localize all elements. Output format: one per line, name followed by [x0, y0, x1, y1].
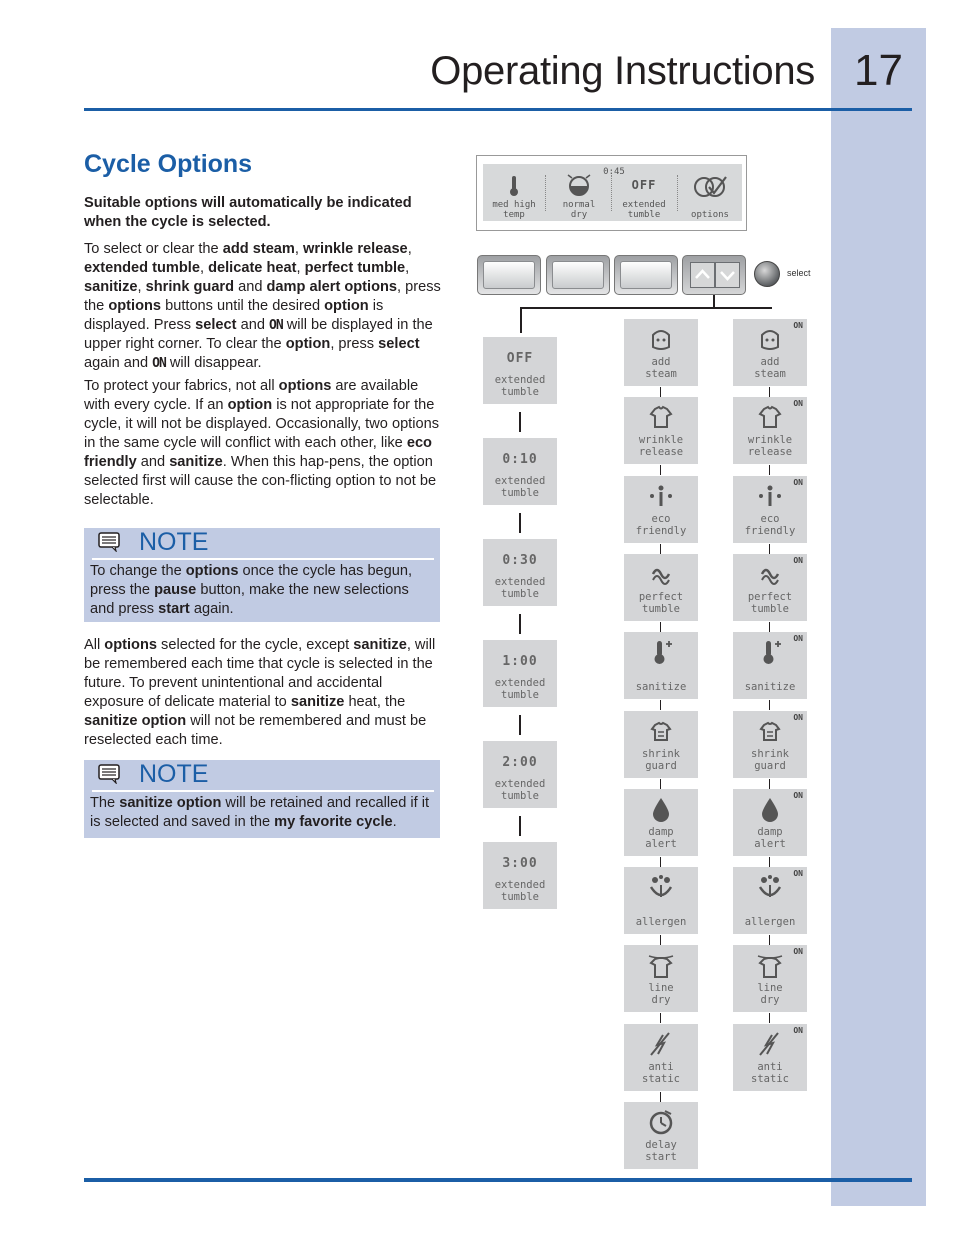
text-run: All [84, 637, 105, 653]
footer-rule [84, 1178, 912, 1182]
connector-line [660, 1013, 661, 1023]
bold-term: options [278, 378, 332, 394]
tile-label: sanitize [635, 680, 687, 693]
connector-line [520, 307, 772, 309]
shirt-icon [756, 403, 784, 431]
thermometer-icon [505, 175, 523, 197]
connector-line [660, 779, 661, 789]
tile-label: eco friendly [744, 513, 796, 537]
text-run: once the cycle has begun, press the [90, 563, 413, 598]
tile-label: extended tumble [494, 374, 546, 398]
option-tile [624, 319, 698, 386]
bold-term: extended tumble [84, 260, 200, 276]
on-badge: ON [793, 947, 803, 956]
options-check-icon [692, 175, 728, 199]
text-run: and [236, 317, 269, 333]
tile-label: shrink guard [751, 748, 789, 772]
bold-term: eco friendly [84, 435, 432, 470]
display-tumble-value: OFF [631, 178, 657, 192]
connector-line [660, 1092, 661, 1102]
option-tile [733, 632, 807, 699]
allergen-icon [756, 873, 784, 901]
note-header [92, 760, 434, 792]
bold-term: shrink guard [145, 279, 235, 295]
connector-line [660, 935, 661, 945]
tile-label: shrink guard [642, 748, 680, 772]
line-dry-icon [756, 951, 784, 979]
connector-line [769, 465, 770, 475]
bold-term: sanitize [353, 637, 407, 653]
text-run: , press the [84, 279, 441, 314]
option-tile [733, 789, 807, 856]
tumble-duration-value: 2:00 [502, 755, 538, 770]
extended-tumble-tile [483, 337, 557, 404]
connector-line [660, 465, 661, 475]
note-header [92, 528, 434, 560]
display-time: 0:45 [603, 167, 625, 177]
text-run: again and [84, 355, 153, 371]
text-run: and [136, 454, 170, 470]
on-indicator-glyph: ON [152, 356, 166, 371]
tile-label: perfect tumble [747, 591, 793, 615]
display-label-dry: normal dry [562, 200, 596, 220]
on-badge: ON [793, 321, 803, 330]
text-run: , [294, 241, 304, 257]
connector-line [660, 857, 661, 867]
on-badge: ON [793, 1026, 803, 1035]
lead-paragraph: Suitable options will automatically be indicated when the cycle is selected. [84, 195, 412, 230]
control-button-3[interactable] [614, 255, 678, 295]
tile-label: perfect tumble [638, 591, 684, 615]
shirt-icon [647, 403, 675, 431]
tumble-duration-value: 1:00 [502, 654, 538, 669]
eco-friendly-icon [756, 482, 784, 510]
text-run: , [199, 260, 209, 276]
sanitize-icon [756, 638, 784, 666]
option-tile [733, 319, 807, 386]
note-body [90, 794, 434, 832]
select-knob[interactable] [754, 261, 780, 287]
chevron-up-icon [691, 263, 714, 287]
bold-term: delicate heat [208, 260, 297, 276]
anti-static-icon [756, 1030, 784, 1058]
extended-tumble-tile [483, 640, 557, 707]
options-up-button[interactable] [690, 262, 715, 288]
display-divider [611, 175, 613, 211]
bold-term: sanitize option [84, 713, 187, 729]
option-tile [733, 476, 807, 543]
tumble-icon [756, 560, 784, 588]
bold-term: sanitize [84, 279, 138, 295]
display-label-options: options [691, 210, 729, 220]
bold-term: wrinkle release [303, 241, 408, 257]
tumble-duration-value: 0:10 [502, 452, 538, 467]
bold-term: options [104, 637, 157, 653]
note-icon [98, 532, 122, 552]
text-run: . When this hap-pens, the option selected first will cause the con-flicting option to not be selectable. [84, 454, 437, 508]
bold-term: start [158, 601, 190, 617]
tile-label: line dry [757, 982, 783, 1006]
tile-label: wrinkle release [638, 434, 684, 458]
shrink-guard-icon [647, 717, 675, 745]
tile-label: wrinkle release [747, 434, 793, 458]
tile-label: damp alert [645, 826, 677, 850]
option-tile [624, 1024, 698, 1091]
text-run: is not appropriate for the cycle, it will not be displayed. Occasionally, two options in the same cycle will conflict with each other, like [84, 397, 440, 451]
on-badge: ON [793, 869, 803, 878]
text-run: heat, the [344, 694, 406, 710]
note-body [90, 562, 434, 619]
droplet-icon [647, 795, 675, 823]
option-tile [624, 1102, 698, 1169]
text-run: buttons until the desired [161, 298, 325, 314]
normal-dry-icon [566, 173, 592, 197]
page-sidebar [831, 28, 926, 1206]
connector-line [519, 816, 521, 836]
extended-tumble-tile [483, 741, 557, 808]
connector-line [769, 935, 770, 945]
extended-tumble-tile [483, 842, 557, 909]
option-tile [624, 789, 698, 856]
tile-label: add steam [645, 356, 677, 380]
connector-line [519, 614, 521, 634]
control-button-2[interactable] [546, 255, 610, 295]
text-run: To select or clear the [84, 241, 223, 257]
bold-term: sanitize [290, 694, 345, 710]
clock-icon [647, 1108, 675, 1136]
tile-label: anti static [642, 1061, 680, 1085]
bold-term: select [378, 336, 420, 352]
tile-label: extended tumble [494, 576, 546, 600]
bold-term: perfect tumble [304, 260, 406, 276]
connector-line [519, 715, 521, 735]
tile-label: line dry [648, 982, 674, 1006]
connector-line [660, 622, 661, 632]
tumble-duration-value: 0:30 [502, 553, 538, 568]
eco-friendly-icon [647, 482, 675, 510]
text-run: To protect your fabrics, not all [84, 378, 279, 394]
note-box-sanitize [84, 760, 440, 838]
bold-term: my favorite cycle [274, 814, 393, 830]
steam-icon [647, 325, 675, 353]
text-run: , [296, 260, 305, 276]
select-label: select [787, 268, 811, 278]
text-run: will not be remembered and must be reselected each time. [84, 713, 427, 748]
bold-term: option [227, 397, 273, 413]
option-tile [624, 945, 698, 1012]
connector-line [660, 700, 661, 710]
tile-label: add steam [754, 356, 786, 380]
page-number: 17 [854, 46, 903, 95]
text-run: , [137, 279, 146, 295]
note-title: NOTE [139, 528, 209, 556]
connector-line [769, 544, 770, 554]
option-tile [733, 867, 807, 934]
connector-line [769, 622, 770, 632]
connector-line [769, 387, 770, 397]
page-title: Operating Instructions [430, 49, 815, 93]
text-run: will be retained and recalled if it is selected and saved in the [90, 795, 430, 830]
tile-label: delay start [645, 1139, 677, 1163]
tile-label: extended tumble [494, 778, 546, 802]
tile-label: allergen [744, 915, 796, 928]
paragraph-protect-fabrics [84, 377, 444, 510]
text-run: , press [330, 336, 379, 352]
tumble-duration-value: OFF [506, 351, 534, 366]
text-run: . [392, 814, 397, 830]
allergen-icon [647, 873, 675, 901]
options-down-button[interactable] [715, 262, 740, 288]
on-indicator-glyph: ON [269, 318, 283, 333]
droplet-icon [756, 795, 784, 823]
bold-term: sanitize [169, 454, 223, 470]
text-run: will disappear. [165, 355, 262, 371]
tile-label: damp alert [754, 826, 786, 850]
option-tile [733, 397, 807, 464]
option-tile [733, 554, 807, 621]
paragraph-select-options [84, 240, 444, 373]
text-run: , [407, 241, 412, 257]
option-tile [733, 945, 807, 1012]
text-run: The [90, 795, 120, 811]
section-heading: Cycle Options [84, 150, 253, 178]
text-run: is displayed. Press [84, 298, 384, 333]
text-run: , will be remembered each time that cycle is selected in the future. To prevent unintentional and accidental exposure of delicate material to [84, 637, 436, 710]
connector-line [769, 700, 770, 710]
on-badge: ON [793, 713, 803, 722]
on-badge: ON [793, 478, 803, 487]
text-run: button, make the new selections and press [90, 582, 409, 617]
connector-line [713, 295, 715, 308]
bold-term: pause [154, 582, 197, 598]
display-divider [545, 175, 547, 211]
option-tile [624, 476, 698, 543]
option-tile [624, 397, 698, 464]
connector-line [769, 857, 770, 867]
on-badge: ON [793, 556, 803, 565]
display-divider [677, 175, 679, 211]
note-box-pause [84, 528, 440, 622]
option-tile [624, 711, 698, 778]
note-icon [98, 764, 122, 784]
text-run: are available with every cycle. If an [84, 378, 419, 413]
paragraph-remembered-options [84, 636, 444, 750]
tumble-duration-value: 3:00 [502, 856, 538, 871]
connector-line [519, 513, 521, 533]
text-run: will be displayed in the upper right corner. To clear the [84, 317, 433, 352]
chevron-down-icon [716, 263, 739, 287]
tile-label: extended tumble [494, 879, 546, 903]
extended-tumble-tile [483, 539, 557, 606]
on-badge: ON [793, 399, 803, 408]
anti-static-icon [647, 1030, 675, 1058]
on-badge: ON [793, 791, 803, 800]
option-tile [733, 1024, 807, 1091]
connector-line [520, 307, 522, 333]
text-run: again. [189, 601, 234, 617]
bold-term: option [285, 336, 331, 352]
options-arrow-buttons [682, 255, 746, 295]
bold-term: option [324, 298, 369, 314]
steam-icon [756, 325, 784, 353]
bold-term: options [108, 298, 162, 314]
bold-term: damp alert options [266, 279, 398, 295]
extended-tumble-tile [483, 438, 557, 505]
bold-term: sanitize option [119, 795, 222, 811]
connector-line [660, 387, 661, 397]
tile-label: extended tumble [494, 475, 546, 499]
tile-label: eco friendly [635, 513, 687, 537]
connector-line [519, 412, 521, 432]
bold-term: options [185, 563, 239, 579]
text-run: selected for the cycle, except [156, 637, 354, 653]
connector-line [769, 779, 770, 789]
header-rule [84, 108, 912, 111]
option-tile [624, 554, 698, 621]
bold-term: select [195, 317, 237, 333]
option-tile [624, 632, 698, 699]
text-run: and [234, 279, 267, 295]
option-tile [624, 867, 698, 934]
on-badge: ON [793, 634, 803, 643]
tile-label: sanitize [744, 680, 796, 693]
tile-label: anti static [751, 1061, 789, 1085]
control-button-1[interactable] [477, 255, 541, 295]
bold-term: add steam [222, 241, 295, 257]
note-title: NOTE [139, 760, 209, 788]
text-run: , [405, 260, 410, 276]
tile-label: allergen [635, 915, 687, 928]
text-run: To change the [90, 563, 186, 579]
line-dry-icon [647, 951, 675, 979]
connector-line [660, 544, 661, 554]
connector-line [769, 1013, 770, 1023]
tile-label: extended tumble [494, 677, 546, 701]
display-label-tumble: extended tumble [622, 200, 666, 220]
shrink-guard-icon [756, 717, 784, 745]
sanitize-icon [647, 638, 675, 666]
option-tile [733, 711, 807, 778]
tumble-icon [647, 560, 675, 588]
display-label-temp: med high temp [492, 200, 536, 220]
